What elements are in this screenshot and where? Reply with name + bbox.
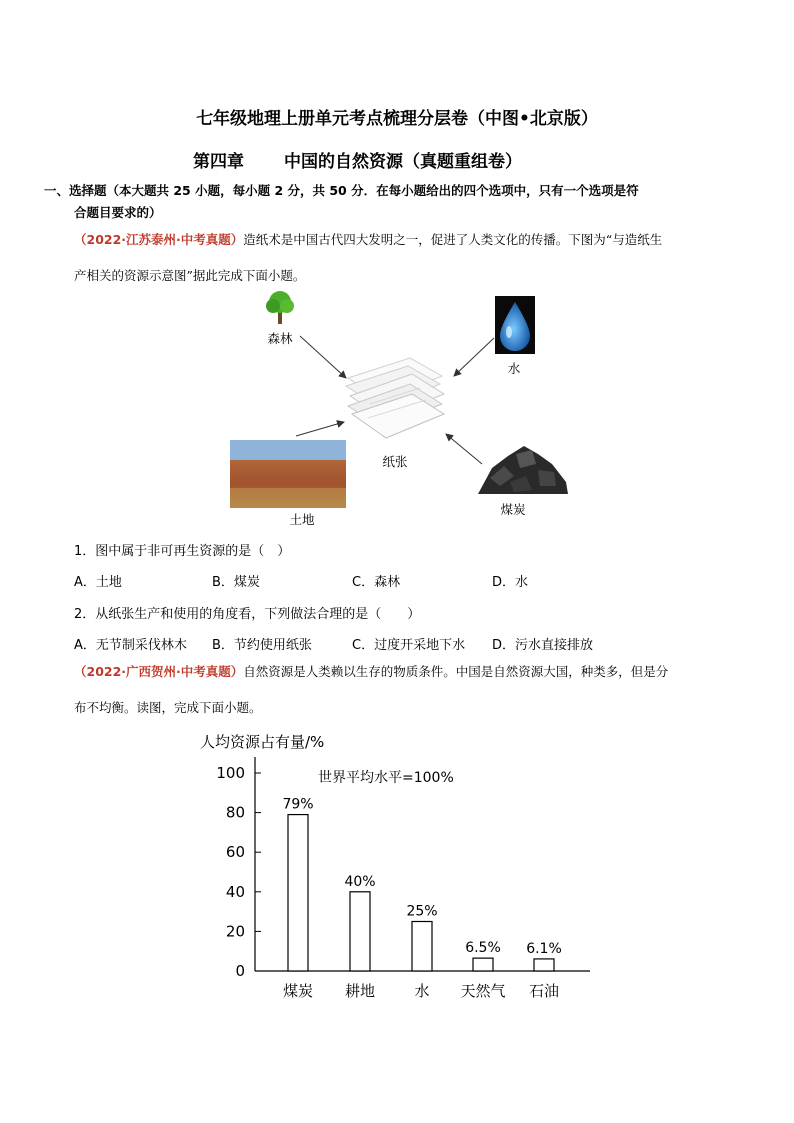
x-tick-label: 水 (414, 982, 430, 1000)
y-tick-label: 80 (225, 803, 245, 822)
coal-pile-icon (478, 446, 568, 494)
intro-text-1: 造纸术是中国古代四大发明之一，促进了人类文化的传播。下图为“与造纸生 (243, 232, 663, 247)
x-tick-label: 石油 (528, 982, 560, 1000)
paper-stack-icon (346, 358, 444, 438)
intro-text-2: 产相关的资源示意图”据此完成下面小题。 (74, 268, 306, 283)
question-2-stem: 2．从纸张生产和使用的角度看，下列做法合理的是（ ） (74, 607, 421, 622)
q1-option-d: D．水 (492, 575, 529, 590)
label-forest: 森林 (267, 331, 293, 346)
q2-option-d: D．污水直接排放 (492, 638, 594, 653)
label-coal: 煤炭 (500, 502, 526, 517)
chapter-heading (193, 147, 522, 172)
intro-paragraph-2 (74, 654, 734, 726)
x-tick-label: 煤炭 (282, 982, 314, 1000)
bar-value-label: 6.5% (465, 940, 501, 957)
water-drop-icon (495, 296, 535, 354)
arrow-water-to-paper (454, 338, 494, 376)
intro2-text-1: 自然资源是人类赖以生存的物质条件。中国是自然资源大国，种类多，但是分 (243, 664, 669, 679)
bar (350, 892, 370, 971)
q1-option-b: B．煤炭 (212, 575, 260, 590)
y-tick-label: 0 (235, 962, 245, 980)
intro-paragraph-1 (74, 222, 734, 294)
chart-annotation: 世界平均水平=100% (318, 770, 454, 786)
section-heading (44, 180, 756, 224)
farmland-photo (230, 440, 346, 508)
bar (534, 959, 554, 971)
resource-diagram (220, 288, 580, 530)
y-tick-label: 40 (225, 882, 245, 901)
intro2-text-2: 布不均衡。读图，完成下面小题。 (74, 700, 262, 715)
section-line1: 一、选择题（本大题共 25 小题，每小题 2 分，共 50 分．在每小题给出的四个选项中，只有一个选项是符 (44, 183, 639, 198)
tree-icon (266, 291, 294, 324)
y-tick-label: 100 (216, 764, 245, 782)
q2-option-b: B．节约使用纸张 (212, 638, 312, 653)
chapter-name: 中国的自然资源（真题重组卷） (284, 152, 522, 172)
question-1-stem: 1．图中属于非可再生资源的是（ ） (74, 544, 291, 559)
x-tick-label: 耕地 (344, 982, 376, 1000)
label-land: 土地 (289, 512, 315, 527)
y-tick-label: 60 (225, 843, 245, 862)
page-title: 七年级地理上册单元考点梳理分层卷（中图•北京版） (196, 109, 598, 129)
bar (473, 958, 493, 971)
q2-option-c: C．过度开采地下水 (352, 638, 466, 653)
bar (288, 815, 308, 971)
bar-value-label: 79% (282, 796, 314, 813)
label-paper: 纸张 (382, 454, 408, 469)
bar-value-label: 40% (344, 873, 376, 890)
x-tick-label: 天然气 (460, 982, 506, 1000)
arrow-coal-to-paper (446, 434, 482, 464)
resource-per-capita-chart (190, 725, 610, 1005)
y-tick-label: 20 (225, 922, 245, 941)
q1-option-c: C．森林 (352, 575, 401, 590)
source-tag: （2022·广西贺州·中考真题） (74, 664, 244, 679)
chapter-number: 第四章 (193, 152, 244, 172)
q2-option-a: A．无节制采伐林木 (74, 638, 187, 653)
bar (412, 922, 432, 972)
bar-value-label: 25% (406, 903, 438, 920)
label-water: 水 (507, 361, 521, 376)
arrow-forest-to-paper (300, 336, 346, 378)
source-tag: （2022·江苏泰州·中考真题） (74, 232, 244, 247)
arrow-land-to-paper (296, 422, 344, 436)
q1-option-a: A．土地 (74, 575, 122, 590)
bar-value-label: 6.1% (526, 940, 562, 957)
section-line2: 合题目要求的） (74, 205, 162, 220)
chart-ylabel: 人均资源占有量/% (200, 733, 325, 751)
